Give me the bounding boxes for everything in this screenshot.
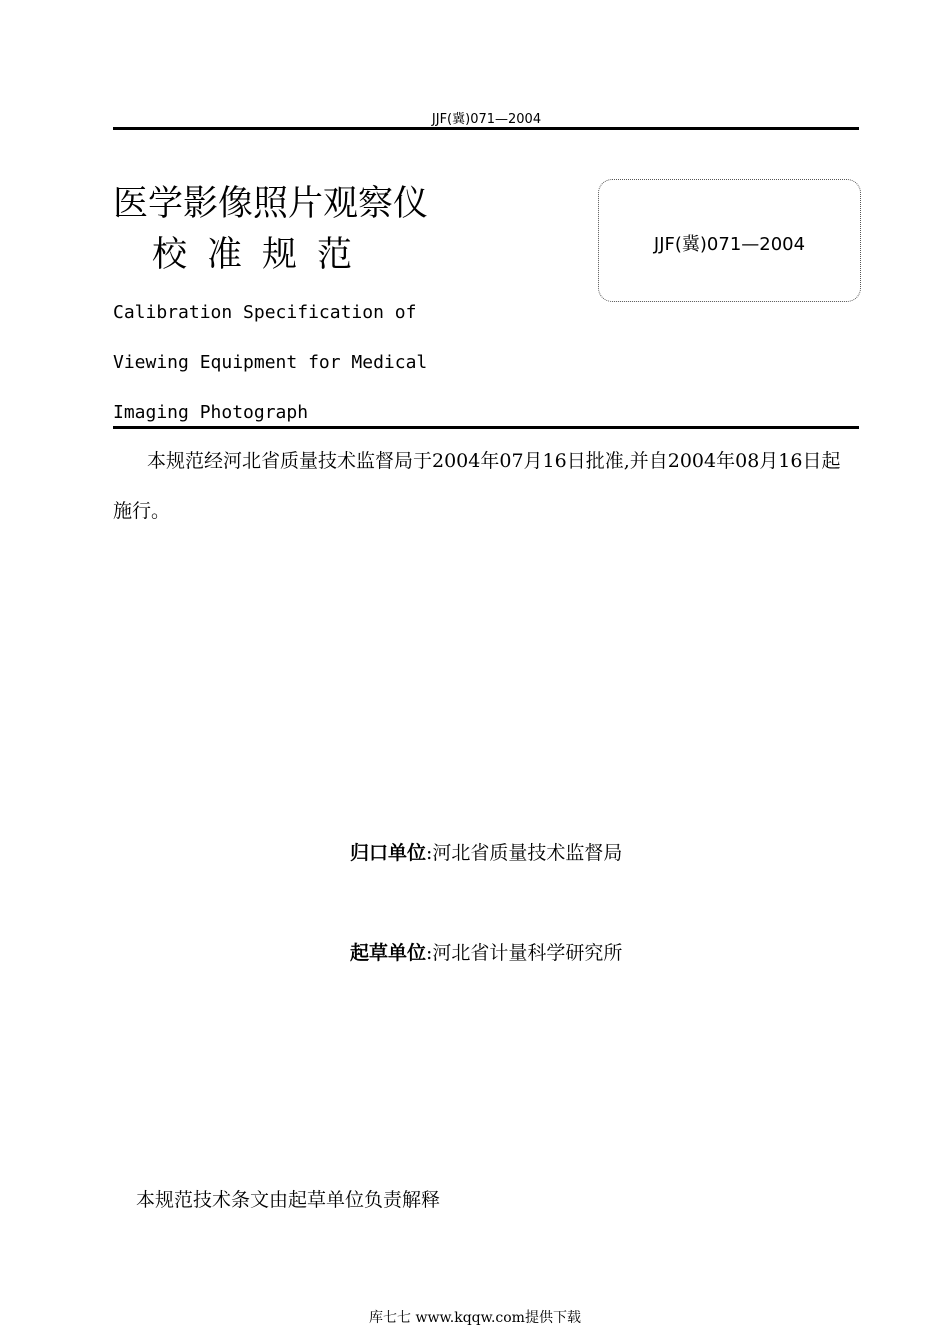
drafting-unit-value: :河北省计量科学研究所	[426, 942, 623, 964]
title-english	[113, 288, 427, 438]
drafting-unit-label: 起草单位	[350, 942, 427, 964]
drafting-unit	[350, 938, 622, 965]
interpretation-note: 本规范技术条文由起草单位负责解释	[136, 1189, 441, 1211]
title-english-line-2: Viewing Equipment for Medical	[113, 352, 428, 373]
title-english-line-3: Imaging Photograph	[113, 402, 309, 423]
top-rule	[113, 127, 859, 130]
responsible-unit-label: 归口单位	[350, 842, 427, 864]
title-chinese-line-1: 医学影像照片观察仪	[113, 184, 429, 224]
responsible-unit	[350, 838, 622, 865]
title-chinese-line-2: 校准规范	[152, 235, 373, 275]
header-standard-code: JJF(冀)071—2004	[431, 112, 542, 127]
download-footer: 库七七 www.kqqw.com提供下载	[369, 1310, 581, 1326]
middle-rule	[113, 426, 859, 429]
approval-statement: 本规范经河北省质量技术监督局于2004年07月16日批准,并自2004年08月16日起施行。	[113, 450, 841, 522]
standard-code-box-text: JJF(冀)071—2004	[653, 234, 806, 255]
title-english-line-1: Calibration Specification of	[113, 302, 417, 323]
responsible-unit-value: :河北省质量技术监督局	[426, 842, 623, 864]
